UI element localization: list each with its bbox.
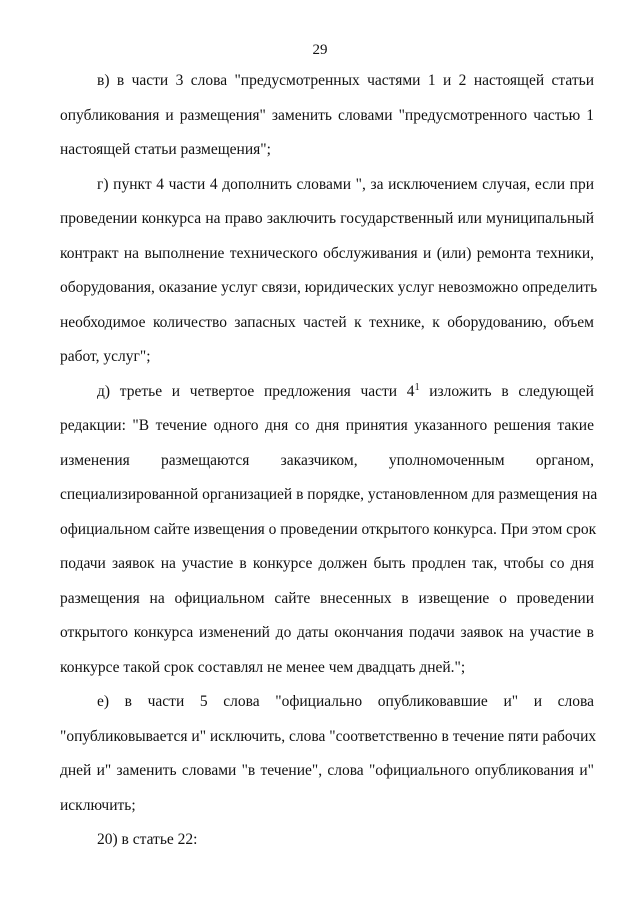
paragraph-d bbox=[60, 375, 598, 686]
paragraph-g bbox=[60, 168, 598, 375]
text-line: редакции: "В течение одного дня со дня принятия указанного решения такие bbox=[60, 417, 594, 434]
text-line: е) в части 5 слова "официально опубликовавшие и" и слова bbox=[97, 693, 594, 710]
text-segment: д) третье и четвертое предложения части 4 bbox=[97, 382, 415, 400]
text-segment: изложить в следующей bbox=[419, 382, 594, 400]
text-line: исключить; bbox=[60, 796, 136, 814]
text-line: официальном сайте извещения о проведении открытого конкурса. При этом срок bbox=[60, 520, 597, 538]
text-line: конкурсе такой срок составлял не менее чем двадцать дней."; bbox=[60, 658, 466, 676]
text-line: подачи заявок на участие в конкурсе должен быть продлен так, чтобы со дня bbox=[60, 555, 594, 572]
text-line: дней и" заменить словами "в течение", слова "официального опубликования и" bbox=[60, 762, 594, 779]
text-line: настоящей статьи размещения"; bbox=[60, 141, 271, 158]
text-line: в) в части 3 слова "предусмотренных частями 1 и 2 настоящей статьи bbox=[97, 72, 594, 89]
text-line: г) пункт 4 части 4 дополнить словами ", за исключением случая, если при bbox=[97, 175, 594, 193]
text-line: работ, услуг"; bbox=[60, 348, 151, 365]
page-number: 29 bbox=[312, 42, 328, 58]
text-line: 20) в статье 22: bbox=[97, 831, 198, 848]
text-line: опубликования и размещения" заменить словами "предусмотренного частью 1 bbox=[60, 106, 594, 124]
text-line: контракт на выполнение технического обслуживания и (или) ремонта техники, bbox=[60, 244, 594, 262]
document-body bbox=[60, 64, 598, 858]
text-line: специализированной организацией в порядке, установленном для размещения на bbox=[60, 486, 598, 503]
superscript: 1 bbox=[414, 381, 420, 393]
text-line: "опубликовывается и" исключить, слова "соответственно в течение пяти рабочих bbox=[60, 727, 597, 745]
text-line: открытого конкурса изменений до даты окончания подачи заявок на участие в bbox=[60, 624, 594, 641]
paragraph-20 bbox=[60, 823, 594, 858]
text-line: размещения на официальном сайте внесенных в извещение о проведении bbox=[60, 589, 594, 607]
text-line: проведении конкурса на право заключить государственный или муниципальный bbox=[60, 210, 594, 227]
paragraph-e bbox=[60, 685, 597, 823]
text-line bbox=[60, 375, 594, 410]
paragraph-v bbox=[60, 64, 594, 168]
text-line: изменения размещаются заказчиком, уполномоченным органом, bbox=[60, 451, 594, 469]
text-line: необходимое количество запасных частей к технике, к оборудованию, объем bbox=[60, 313, 594, 331]
text-line: оборудования, оказание услуг связи, юридических услуг невозможно определить bbox=[60, 279, 598, 296]
